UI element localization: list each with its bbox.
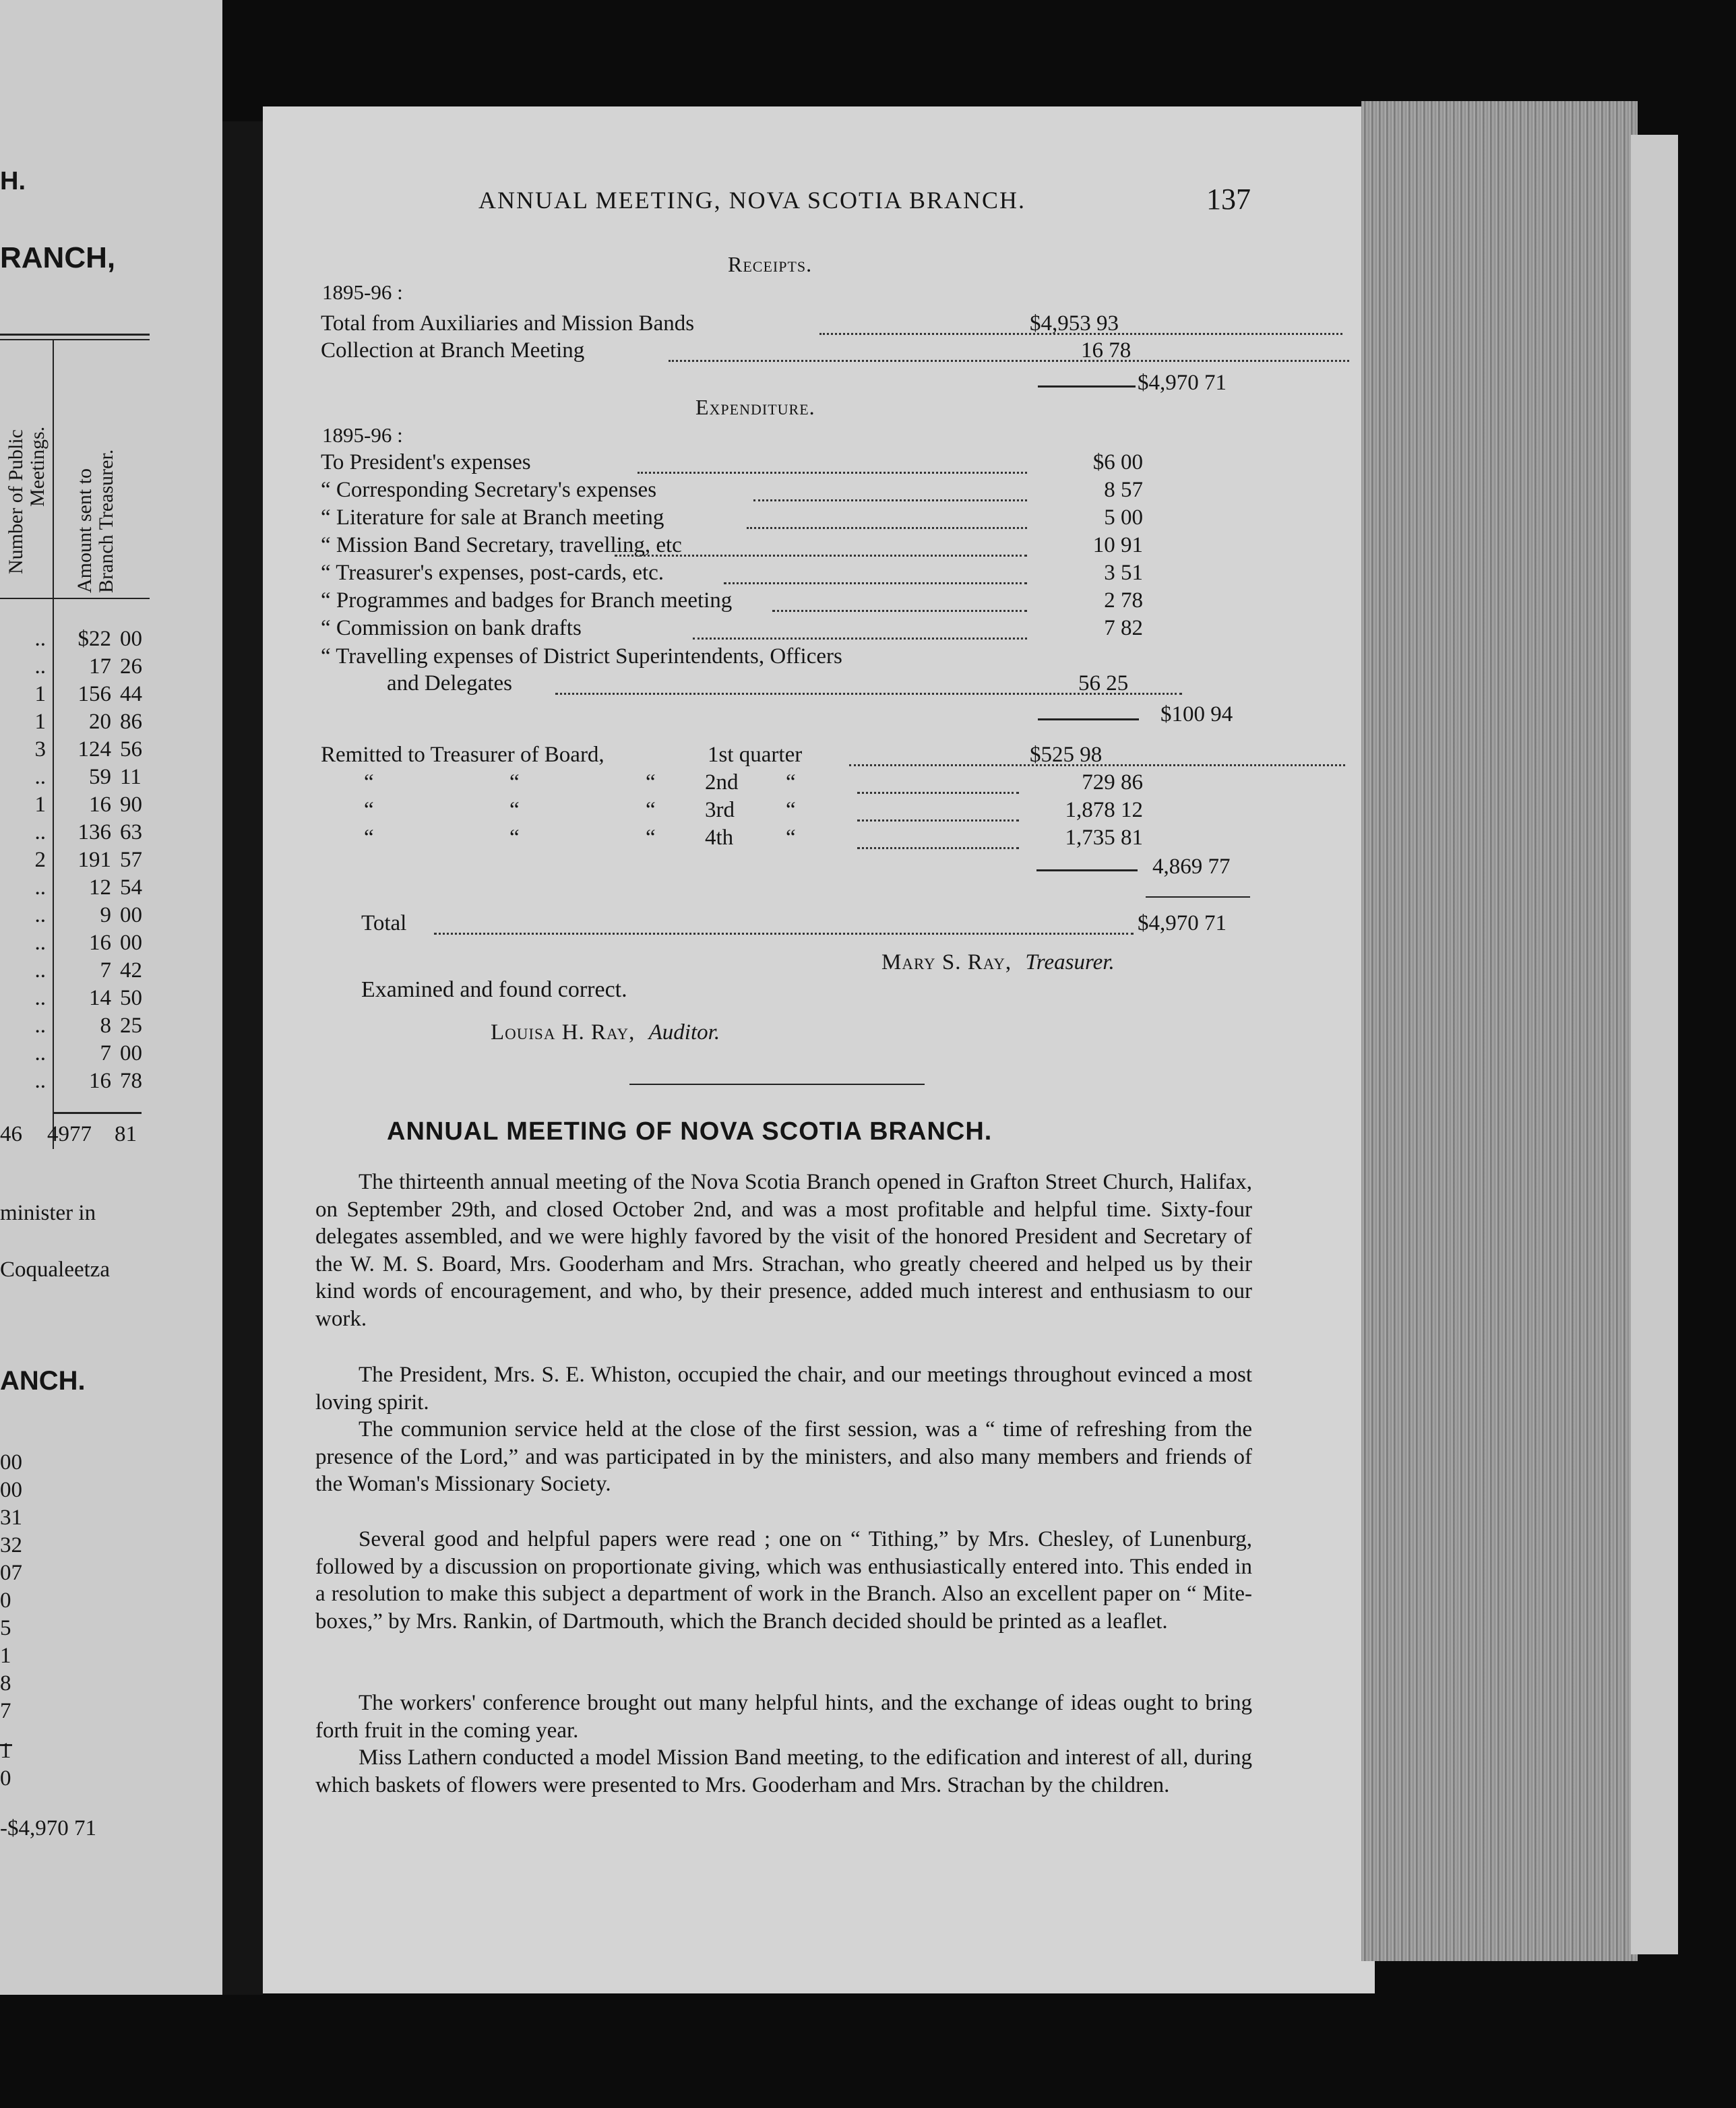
left-row-meetings: 1 — [34, 793, 46, 817]
quarter-label: 2nd — [705, 770, 739, 795]
left-page — [0, 0, 222, 1995]
running-head: ANNUAL MEETING, NOVA SCOTIA BRANCH. — [478, 187, 1026, 214]
left-row-cents: 54 — [120, 875, 142, 900]
leader-dots — [772, 592, 1027, 612]
left-row-meetings: .. — [34, 986, 46, 1010]
receipts-total-rule — [1038, 385, 1136, 388]
leader-dots — [434, 915, 1134, 935]
left-table-head-rule — [0, 598, 150, 599]
left-row-meetings: .. — [34, 627, 46, 651]
left-row-amount: 16 — [89, 1069, 111, 1093]
left-row-meetings: .. — [34, 958, 46, 983]
quarter-label: 3rd — [705, 798, 735, 822]
left-row-meetings: 1 — [34, 710, 46, 734]
remittance-rule — [1036, 869, 1138, 871]
left-row-amount: 12 — [89, 875, 111, 900]
ditto-mark: “ — [509, 826, 520, 850]
left-row-amount: 156 — [78, 682, 111, 706]
leader-dots — [615, 537, 1027, 557]
left-row-amount: 16 — [89, 931, 111, 955]
left-row-meetings: 2 — [34, 848, 46, 872]
left-row-amount: 14 — [89, 986, 111, 1010]
left-row-meetings: .. — [34, 1014, 46, 1038]
left-row-cents: 26 — [120, 654, 142, 679]
leader-dots — [724, 565, 1027, 584]
left-row-meetings: 1 — [34, 682, 46, 706]
left-row-cents: 00 — [120, 1041, 142, 1065]
page-number: 137 — [1206, 183, 1251, 216]
grand-total-row: Total — [361, 911, 1305, 941]
travel-line-1: “ Travelling expenses of District Superintendents, Officers — [321, 644, 842, 669]
left-fragment-value: 7 — [0, 1699, 11, 1723]
left-fragment-value: 00 — [0, 1450, 22, 1475]
expenditure-year: 1895-96 : — [322, 423, 403, 447]
leader-dots — [857, 802, 1019, 822]
left-row-cents: 50 — [120, 986, 142, 1010]
expenditure-subtotal: $100 94 — [1160, 702, 1233, 726]
left-row-cents: 00 — [120, 931, 142, 955]
ditto-mark: “ — [646, 826, 656, 850]
left-row-cents: 42 — [120, 958, 142, 983]
expenditure-label: “ Mission Band Secretary, travelling, etc — [321, 533, 682, 557]
left-fragment-value: 32 — [0, 1533, 22, 1557]
left-row-cents: 57 — [120, 848, 142, 872]
leader-dots — [669, 342, 1349, 362]
expenditure-label: “ Commission on bank drafts — [321, 616, 582, 640]
ditto-mark: “ — [646, 798, 656, 822]
left-row-meetings: .. — [34, 903, 46, 927]
left-table-divider — [53, 340, 54, 1149]
left-table-top-rule — [0, 334, 150, 336]
remit-amount: 1,735 81 — [1065, 826, 1143, 850]
article-paragraph: The communion service held at the close of the first session, was a “ time of refreshing from the presence of the Lord,” and was participated in by the ministers, and also many members and friends of the Woman's Missionary Society. — [315, 1417, 1252, 1496]
left-row-meetings: .. — [34, 1041, 46, 1065]
left-row-meetings: .. — [34, 875, 46, 900]
examined-note: Examined and found correct. — [361, 977, 627, 1002]
treasurer-signature: Mary S. Ray, Treasurer. — [881, 950, 1115, 974]
left-row-amount: 59 — [89, 765, 111, 789]
left-row-cents: 56 — [120, 737, 142, 762]
quarter-label: 4th — [705, 826, 734, 850]
receipts-heading: Receipts. — [728, 252, 813, 276]
left-row-cents: 78 — [120, 1069, 142, 1093]
left-fragment-value: 8 — [0, 1671, 11, 1696]
left-row-amount: 17 — [89, 654, 111, 679]
expenditure-amount: 8 57 — [1104, 478, 1143, 502]
left-total-meetings: 46 — [0, 1122, 22, 1146]
col-head-amount: Amount sent to Branch Treasurer. — [73, 449, 117, 593]
left-page-title: RANCH, — [0, 241, 116, 274]
left-row-meetings: .. — [34, 820, 46, 844]
ditto-mark: “ — [786, 770, 796, 795]
leader-dots — [693, 620, 1027, 640]
expenditure-amount: 7 82 — [1104, 616, 1143, 640]
left-row-meetings: .. — [34, 1069, 46, 1093]
expenditure-label: “ Programmes and badges for Branch meeting — [321, 588, 733, 613]
expenditure-label: “ Corresponding Secretary's expenses — [321, 478, 657, 502]
grand-total-amount: $4,970 71 — [1138, 911, 1227, 935]
left-row-cents: 25 — [120, 1014, 142, 1038]
left-total-amount: 4977 — [47, 1122, 92, 1146]
expenditure-label: To President's expenses — [321, 450, 531, 474]
leader-dots — [747, 509, 1027, 529]
left-row-amount: 7 — [100, 1041, 111, 1065]
left-fragment-value: 1 — [0, 1644, 11, 1668]
expenditure-rule — [1038, 718, 1139, 720]
remittance-subtotal: 4,869 77 — [1152, 855, 1231, 879]
right-page-edge — [1631, 135, 1678, 1954]
expenditure-amount: 3 51 — [1104, 561, 1143, 585]
left-row-amount: $22 — [78, 627, 111, 651]
receipt-amount: $4,953 93 — [1030, 311, 1119, 336]
article-heading: ANNUAL MEETING OF NOVA SCOTIA BRANCH. — [387, 1117, 993, 1146]
left-row-meetings: .. — [34, 931, 46, 955]
expenditure-amount: 10 91 — [1092, 533, 1143, 557]
left-row-amount: 8 — [100, 1014, 111, 1038]
ditto-mark: “ — [364, 826, 374, 850]
page-edges — [1361, 101, 1638, 1961]
expenditure-heading: Expenditure. — [695, 395, 815, 419]
leader-dots — [638, 454, 1027, 474]
left-row-cents: 11 — [120, 765, 142, 789]
left-page-header: H. — [0, 167, 26, 195]
left-fragment-value: 0 — [0, 1766, 11, 1791]
ditto-mark: “ — [646, 770, 656, 795]
left-row-amount: 191 — [78, 848, 111, 872]
left-row-cents: 00 — [120, 627, 142, 651]
receipt-label: Total from Auxiliaries and Mission Bands — [321, 311, 695, 336]
travel-line-2: and Delegates — [387, 671, 1330, 701]
remit-row: Remitted to Treasurer of Board, 1st quarter — [321, 743, 1264, 772]
left-text-coqualeetza: Coqualeetza — [0, 1258, 111, 1282]
expenditure-label: “ Treasurer's expenses, post-cards, etc. — [321, 561, 664, 585]
leader-dots — [857, 774, 1019, 794]
ditto-mark: “ — [364, 798, 374, 822]
left-row-amount: 16 — [89, 793, 111, 817]
left-row-cents: 00 — [120, 903, 142, 927]
left-fragment-value: 5 — [0, 1616, 11, 1640]
article-paragraph: Miss Lathern conducted a model Mission Band meeting, to the edification and interest of all, during which baskets of flowers were presented to Mrs. Gooderham and Mrs. Strachan by the children. — [315, 1745, 1252, 1797]
left-last-total: -$4,970 71 — [0, 1816, 96, 1840]
remit-amount: $525 98 — [1030, 743, 1103, 767]
travel-amount: 56 25 — [1078, 671, 1129, 695]
left-row-meetings: .. — [34, 765, 46, 789]
left-total-cents: 81 — [115, 1122, 137, 1146]
ditto-mark: “ — [786, 826, 796, 850]
expenditure-amount: 2 78 — [1104, 588, 1143, 613]
ditto-mark: “ — [509, 798, 520, 822]
left-fragment-value: 07 — [0, 1561, 22, 1585]
left-fragment-value: 31 — [0, 1506, 22, 1530]
article-paragraph: The workers' conference brought out many helpful hints, and the exchange of ideas ought to bring forth fruit in the coming year. — [315, 1691, 1252, 1743]
remit-amount: 729 86 — [1082, 770, 1143, 795]
article-paragraph: Several good and helpful papers were read ; one on “ Tithing,” by Mrs. Chesley, of Lunenburg, followed by a discussion on proportionate giving, which was enthusiastically entered into. This ended in a resolution to make this subject a department of work in the Branch. Also an excellent paper on “ Mite-boxes,” by Mrs. Rankin, of Dartmouth, which the Branch decided should be printed as a leaflet. — [315, 1527, 1252, 1634]
article-paragraph: The President, Mrs. S. E. Whiston, occupied the chair, and our meetings throughout evinced a most loving spirit. — [315, 1363, 1252, 1415]
left-row-cents: 44 — [120, 682, 142, 706]
ditto-mark: “ — [786, 798, 796, 822]
left-row-amount: 9 — [100, 903, 111, 927]
left-fragment-value: 00 — [0, 1478, 22, 1502]
left-row-amount: 136 — [78, 820, 111, 844]
left-page-title-2: ANCH. — [0, 1366, 86, 1396]
leader-dots — [753, 482, 1027, 501]
left-row-amount: 20 — [89, 710, 111, 734]
receipt-amount: 16 78 — [1081, 338, 1132, 363]
grand-total-rule — [1146, 896, 1250, 898]
remit-amount: 1,878 12 — [1065, 798, 1143, 822]
book-gutter — [222, 121, 263, 1995]
article-paragraph: The thirteenth annual meeting of the Nova Scotia Branch opened in Grafton Street Church, Halifax, on September 29th, and closed October 2nd, and was a most profitable and helpful time. Sixty-four delegates assembled, and we were highly favored by the visit of the honored President and Secretary of the W. M. S. Board, Mrs. Gooderham and Mrs. Strachan, who greatly cheered and helped us by their kind words of encouragement, and who, by their presence, added much interest and enthusiasm to our work. — [315, 1170, 1252, 1331]
left-row-cents: 90 — [120, 793, 142, 817]
receipts-total: $4,970 71 — [1138, 371, 1227, 395]
left-row-meetings: .. — [34, 654, 46, 679]
left-row-cents: 63 — [120, 820, 142, 844]
left-row-amount: 7 — [100, 958, 111, 983]
left-text-minister: minister in — [0, 1201, 96, 1225]
receipt-row — [321, 311, 1264, 341]
receipt-label: Collection at Branch Meeting — [321, 338, 585, 363]
left-table-top-rule-2 — [0, 339, 150, 340]
expenditure-label: “ Literature for sale at Branch meeting — [321, 505, 664, 530]
expenditure-amount: $6 00 — [1092, 450, 1143, 474]
ditto-mark: “ — [509, 770, 520, 795]
leader-dots — [857, 830, 1019, 849]
col-head-meetings: Number of Public Meetings. — [5, 426, 49, 574]
left-row-cents: 86 — [120, 710, 142, 734]
left-table-sum-rule — [54, 1112, 142, 1114]
auditor-signature: Louisa H. Ray, Auditor. — [491, 1020, 720, 1045]
left-row-meetings: 3 — [34, 737, 46, 762]
ditto-mark: “ — [364, 770, 374, 795]
section-divider — [629, 1084, 925, 1085]
expenditure-amount: 5 00 — [1104, 505, 1143, 530]
receipts-year: 1895-96 : — [322, 280, 403, 304]
left-fragment-value: 0 — [0, 1588, 11, 1613]
left-fragment-value: 1 — [0, 1739, 11, 1763]
left-row-amount: 124 — [78, 737, 111, 762]
